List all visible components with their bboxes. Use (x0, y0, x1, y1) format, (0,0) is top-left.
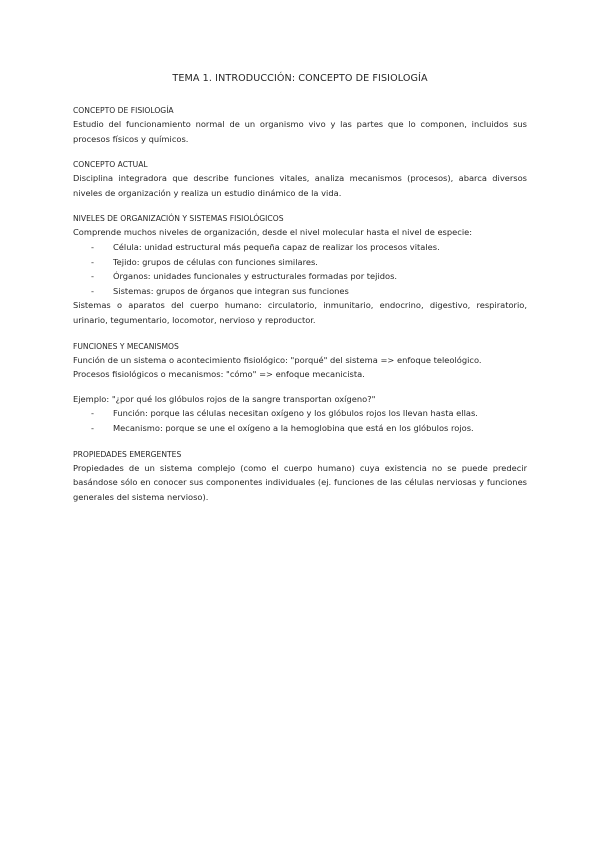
section-outro: Sistemas o aparatos del cuerpo humano: circulatorio, inmunitario, endocrino, digestivo, respiratorio, urinario, tegumentario, locomotor, nervioso y reproductor. (73, 300, 527, 325)
list-item-text: Órganos: unidades funcionales y estructurales formadas por tejidos. (113, 271, 398, 282)
list-item-text: Célula: unidad estructural más pequeña capaz de realizar los procesos vitales. (113, 241, 440, 252)
section-heading: CONCEPTO DE FISIOLOGÍA (73, 106, 174, 115)
list-item (91, 240, 527, 255)
section-line: Procesos fisiológicos o mecanismos: "cómo" => enfoque mecanicista. (73, 369, 365, 380)
section-line: Función de un sistema o acontecimiento fisiológico: "porqué" del sistema => enfoque teleológico. (73, 354, 482, 365)
section-example: Ejemplo: "¿por qué los glóbulos rojos de la sangre transportan oxígeno?" (73, 393, 376, 404)
list-item (91, 406, 527, 421)
section-heading: CONCEPTO ACTUAL (73, 160, 148, 170)
list-item (91, 255, 527, 270)
list-item (91, 269, 527, 284)
bullet-dash: - (91, 422, 94, 433)
section-niveles (73, 213, 527, 327)
bullet-list (73, 406, 527, 435)
bullet-list (73, 240, 527, 298)
bullet-dash: - (91, 241, 94, 252)
section-text: Disciplina integradora que describe funciones vitales, analiza mecanismos (procesos), abarca diversos niveles de organización y realiza un estudio dinámico de la vida. (73, 173, 527, 198)
list-item-text: Sistemas: grupos de órganos que integran sus funciones (113, 285, 349, 296)
section-heading: FUNCIONES Y MECANISMOS (73, 341, 179, 351)
list-item-text: Función: porque las células necesitan oxígeno y los glóbulos rojos los llevan hasta ellas. (113, 408, 478, 419)
bullet-dash: - (91, 408, 94, 419)
bullet-dash: - (91, 271, 94, 282)
section-concepto (73, 105, 527, 146)
list-item-text: Mecanismo: porque se une el oxígeno a la hemoglobina que está en los glóbulos rojos. (113, 422, 474, 433)
list-item (91, 421, 527, 436)
section-funciones (73, 341, 527, 436)
section-heading: NIVELES DE ORGANIZACIÓN Y SISTEMAS FISIOLÓGICOS (73, 214, 284, 224)
section-text: Estudio del funcionamiento normal de un organismo vivo y las partes que lo componen, incluidos sus procesos físicos y químicos. (73, 119, 527, 144)
section-text: Propiedades de un sistema complejo (como el cuerpo humano) cuya existencia no se puede predecir basándose sólo en conocer sus componentes individuales (ej. funciones de las células nerviosas y funciones generales del sistema nervioso). (73, 462, 527, 502)
bullet-dash: - (91, 285, 94, 296)
list-item (91, 284, 527, 299)
list-item-text: Tejido: grupos de células con funciones similares. (113, 256, 318, 267)
document-title: TEMA 1. INTRODUCCIÓN: CONCEPTO DE FISIOLOGÍA (172, 73, 428, 84)
bullet-dash: - (91, 256, 94, 267)
section-emergentes (73, 449, 527, 505)
section-heading: PROPIEDADES EMERGENTES (73, 449, 182, 459)
section-intro: Comprende muchos niveles de organización, desde el nivel molecular hasta el nivel de especie: (73, 227, 473, 238)
spacer (73, 382, 527, 392)
section-actual (73, 159, 527, 200)
